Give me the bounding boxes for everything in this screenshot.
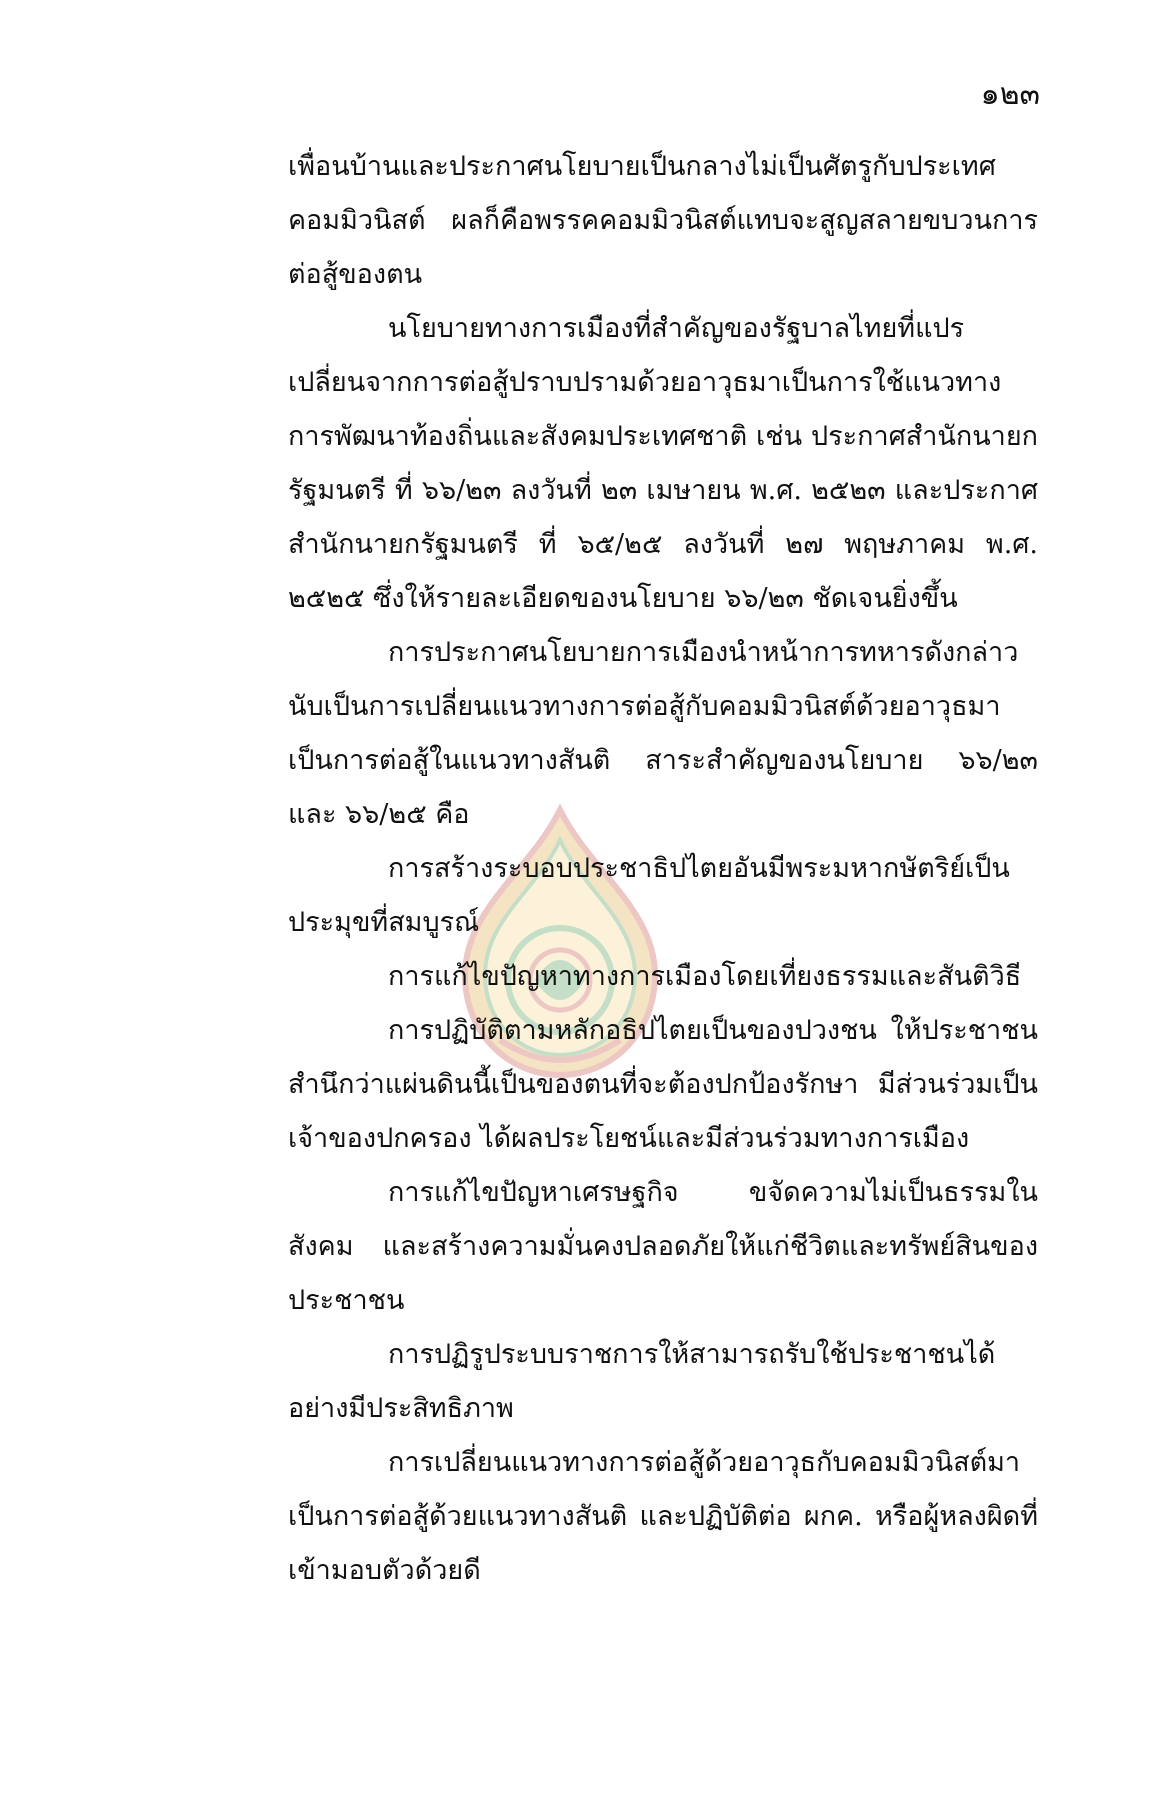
paragraph-6: การปฏิบัติตามหลักอธิปไตยเป็นของปวงชน ให้ประชาชนสำนึกว่าแผ่นดินนี้เป็นของตนที่จะต้องปกป้องรักษา มีส่วนร่วมเป็นเจ้าของปกครอง ได้ผลประโยชน์และมีส่วนร่วมทางการเมือง <box>288 1015 1038 1154</box>
page-number: ๑๒๓ <box>980 77 1040 112</box>
paragraph-3: การประกาศนโยบายการเมืองนำหน้าการทหารดังกล่าวนับเป็นการเปลี่ยนแนวทางการต่อสู้กับคอมมิวนิสต์ด้วยอาวุธมาเป็นการต่อสู้ในแนวทางสันติ สาระสำคัญของนโยบาย ๖๖/๒๓ และ ๖๖/๒๕ คือ <box>288 637 1038 830</box>
paragraph-7: การแก้ไขปัญหาเศรษฐกิจ ขจัดความไม่เป็นธรรมในสังคม และสร้างความมั่นคงปลอดภัยให้แก่ชีวิตและทรัพย์สินของประชาชน <box>288 1177 1038 1316</box>
paragraph-9: การเปลี่ยนแนวทางการต่อสู้ด้วยอาวุธกับคอมมิวนิสต์มาเป็นการต่อสู้ด้วยแนวทางสันติ และปฏิบัติต่อ ผกค. หรือผู้หลงผิดที่เข้ามอบตัวด้วยดี <box>288 1447 1038 1586</box>
paragraph-1: เพื่อนบ้านและประกาศนโยบายเป็นกลางไม่เป็นศัตรูกับประเทศคอมมิวนิสต์ ผลก็คือพรรคคอมมิวนิสต์แทบจะสูญสลายขบวนการต่อสู้ของตน <box>288 151 1038 290</box>
paragraph-2: นโยบายทางการเมืองที่สำคัญของรัฐบาลไทยที่แปรเปลี่ยนจากการต่อสู้ปราบปรามด้วยอาวุธมาเป็นการใช้แนวทางการพัฒนาท้องถิ่นและสังคมประเทศชาติ เช่น ประกาศสำนักนายกรัฐมนตรี ที่ ๖๖/๒๓ ลงวันที่ ๒๓ เมษายน พ.ศ. ๒๕๒๓ และประกาศสำนักนายกรัฐมนตรี ที่ ๖๕/๒๕ ลงวันที่ ๒๗ พฤษภาคม พ.ศ. ๒๕๒๕ ซึ่งให้รายละเอียดของนโยบาย ๖๖/๒๓ ชัดเจนยิ่งขึ้น <box>288 313 1038 614</box>
paragraph-4: การสร้างระบอบประชาธิปไตยอันมีพระมหากษัตริย์เป็นประมุขที่สมบูรณ์ <box>288 853 1010 938</box>
paragraph-8: การปฏิรูประบบราชการให้สามารถรับใช้ประชาชนได้อย่างมีประสิทธิภาพ <box>288 1339 996 1424</box>
body-text <box>288 140 1038 1598</box>
paragraph-5: การแก้ไขปัญหาทางการเมืองโดยเที่ยงธรรมและสันติวิธี <box>388 961 1022 992</box>
